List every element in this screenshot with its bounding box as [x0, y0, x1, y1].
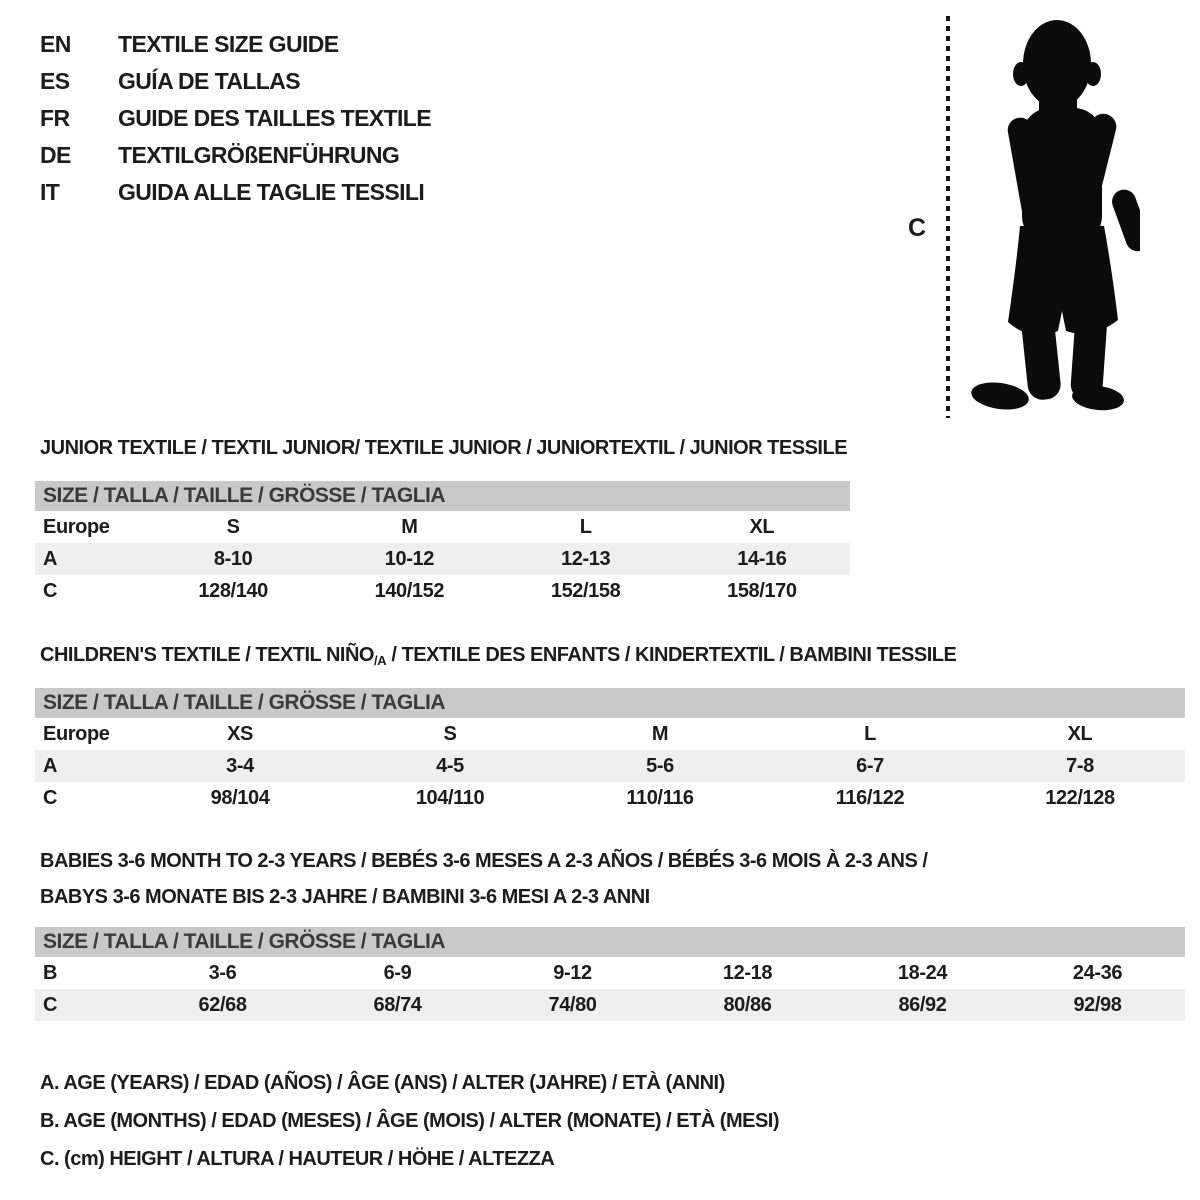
- size-cell: 158/170: [727, 579, 797, 602]
- row-label: Europe: [43, 515, 110, 538]
- table-row-months: [35, 957, 1185, 989]
- language-row: [40, 26, 431, 63]
- language-code: IT: [40, 179, 60, 205]
- size-cell: 152/158: [550, 579, 621, 602]
- size-cell: 62/68: [198, 993, 247, 1016]
- size-cell: XL: [749, 515, 775, 538]
- table-row-height: [35, 575, 850, 607]
- size-cell: 18-24: [897, 961, 948, 984]
- size-cell: XL: [1067, 722, 1093, 745]
- row-label: C: [43, 993, 58, 1016]
- size-cell: 24-36: [1072, 961, 1123, 984]
- size-table-header: SIZE / TALLA / TAILLE / GRÖSSE / TAGLIA: [35, 481, 850, 511]
- table-row-age: [35, 750, 1185, 782]
- size-cell: 8-10: [213, 547, 253, 570]
- language-code: FR: [40, 105, 70, 131]
- legend-line-c: C. (cm) HEIGHT / ALTURA / HAUTEUR / HÖHE / ALTEZZA: [40, 1148, 555, 1170]
- language-code: EN: [40, 31, 71, 57]
- row-label: Europe: [43, 722, 110, 745]
- size-cell: 128/140: [198, 579, 268, 602]
- size-cell: 7-8: [1066, 754, 1094, 777]
- table-header-row: [35, 481, 850, 511]
- children-title-suffix: / TEXTILE DES ENFANTS / KINDERTEXTIL / BAMBINI TESSILE: [386, 644, 957, 666]
- language-row: [40, 174, 431, 211]
- legend-line-a: A. AGE (YEARS) / EDAD (AÑOS) / ÂGE (ANS) / ALTER (JAHRE) / ETÀ (ANNI): [40, 1072, 725, 1094]
- legend-line-b: B. AGE (MONTHS) / EDAD (MESES) / ÂGE (MOIS) / ALTER (MONATE) / ETÀ (MESI): [40, 1110, 780, 1132]
- babies-size-table: [35, 927, 1185, 1021]
- table-header-row: [35, 927, 1185, 957]
- language-list: [40, 26, 431, 211]
- toddler-silhouette-icon: [962, 12, 1140, 416]
- language-title: GUIDA ALLE TAGLIE TESSILI: [118, 179, 425, 205]
- size-cell: 122/128: [1045, 786, 1115, 809]
- size-cell: S: [443, 722, 457, 745]
- row-label: C: [43, 579, 58, 602]
- size-cell: S: [226, 515, 240, 538]
- size-cell: 3-4: [226, 754, 254, 777]
- table-row-europe: [35, 718, 1185, 750]
- language-title: TEXTILE SIZE GUIDE: [118, 31, 339, 57]
- row-label: B: [43, 961, 58, 984]
- height-measure-label: C: [908, 214, 927, 242]
- table-row-europe: [35, 511, 850, 543]
- size-cell: M: [401, 515, 418, 538]
- row-label: C: [43, 786, 58, 809]
- size-cell: 6-9: [383, 961, 412, 984]
- size-cell: 74/80: [548, 993, 597, 1016]
- size-cell: 86/92: [898, 993, 947, 1016]
- size-cell: 110/116: [626, 786, 694, 809]
- size-cell: 68/74: [373, 993, 422, 1016]
- table-header-row: [35, 688, 1185, 718]
- babies-section-title: [40, 843, 927, 915]
- children-section-title: [40, 644, 956, 668]
- children-title-subscript: /A: [373, 653, 387, 668]
- table-row-age: [35, 543, 850, 575]
- language-row: [40, 137, 431, 174]
- language-row: [40, 63, 431, 100]
- children-title-prefix: CHILDREN'S TEXTILE / TEXTIL NIÑO: [40, 644, 374, 666]
- size-cell: 80/86: [723, 993, 772, 1016]
- size-table-header: SIZE / TALLA / TAILLE / GRÖSSE / TAGLIA: [35, 688, 1185, 718]
- size-cell: L: [864, 722, 876, 745]
- size-cell: 3-6: [208, 961, 237, 984]
- row-label: A: [43, 547, 58, 570]
- table-row-height: [35, 782, 1185, 814]
- language-title: TEXTILGRÖßENFÜHRUNG: [118, 142, 400, 168]
- size-cell: 12-13: [561, 547, 611, 570]
- size-cell: 5-6: [646, 754, 674, 777]
- language-code: DE: [40, 142, 71, 168]
- size-cell: 6-7: [856, 754, 884, 777]
- size-cell: 98/104: [210, 786, 270, 809]
- size-cell: 104/110: [415, 786, 485, 809]
- height-measure-line: [946, 16, 950, 418]
- size-cell: 10-12: [384, 547, 434, 570]
- size-cell: 116/122: [835, 786, 905, 809]
- size-cell: 140/152: [374, 579, 445, 602]
- size-cell: XS: [227, 722, 253, 745]
- measurement-legend: [40, 1064, 779, 1178]
- junior-size-table: [35, 481, 850, 607]
- size-cell: 14-16: [737, 547, 787, 570]
- table-row-height: [35, 989, 1185, 1021]
- size-cell: 9-12: [553, 961, 592, 984]
- junior-section-title: JUNIOR TEXTILE / TEXTIL JUNIOR/ TEXTILE JUNIOR / JUNIORTEXTIL / JUNIOR TESSILE: [40, 437, 848, 459]
- language-row: [40, 100, 431, 137]
- size-cell: L: [579, 515, 592, 538]
- row-label: A: [43, 754, 58, 777]
- size-cell: 92/98: [1073, 993, 1122, 1016]
- babies-title-line1: BABIES 3-6 MONTH TO 2-3 YEARS / BEBÉS 3-6 MESES A 2-3 AÑOS / BÉBÉS 3-6 MOIS À 2-3 ANS /: [40, 850, 928, 872]
- size-cell: M: [651, 722, 669, 745]
- language-title: GUÍA DE TALLAS: [118, 68, 300, 94]
- language-code: ES: [40, 68, 70, 94]
- size-table-header: SIZE / TALLA / TAILLE / GRÖSSE / TAGLIA: [35, 927, 1185, 957]
- size-cell: 12-18: [722, 961, 773, 984]
- language-title: GUIDE DES TAILLES TEXTILE: [118, 105, 431, 131]
- babies-title-line2: BABYS 3-6 MONATE BIS 2-3 JAHRE / BAMBINI 3-6 MESI A 2-3 ANNI: [40, 886, 650, 908]
- children-size-table: [35, 688, 1185, 814]
- size-cell: 4-5: [436, 754, 464, 777]
